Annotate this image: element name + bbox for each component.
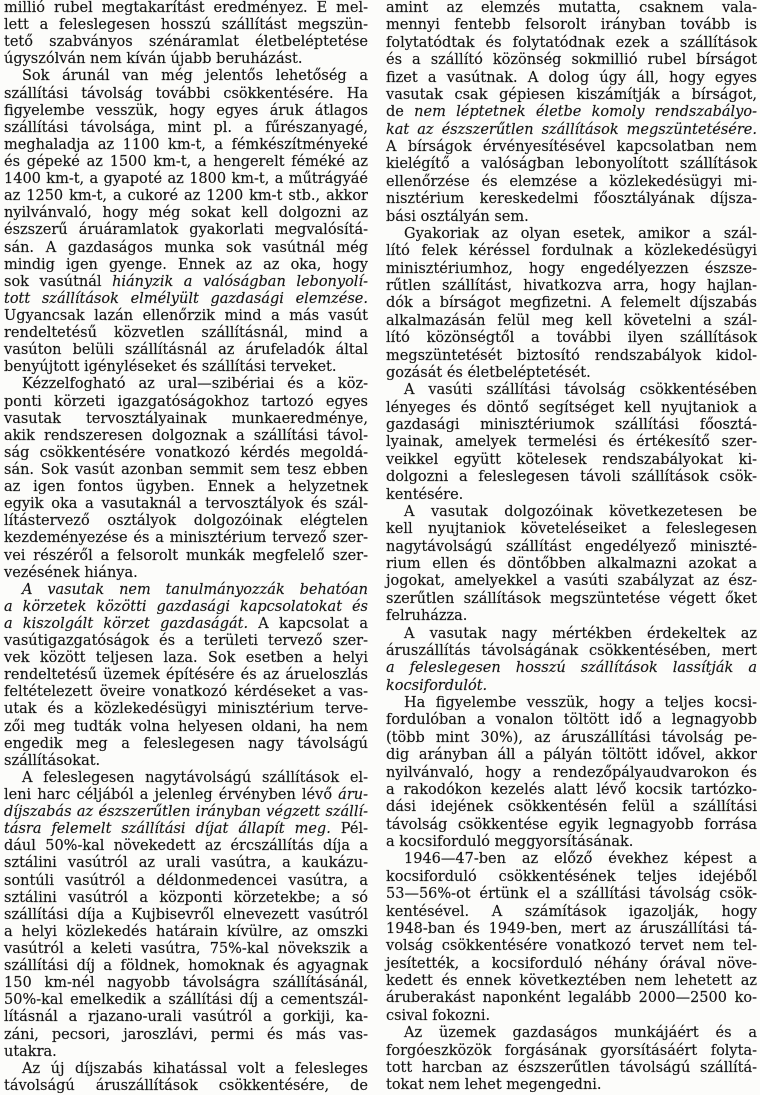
text-line: szállítási díj a földnek, homoknak és agyagnak: [4, 958, 368, 975]
text-line: szállítási díja a Kujbisevről elnevezett vasútról: [4, 906, 368, 923]
text-line: A feleslegesen nagytávolságú szállítások el-: [22, 769, 368, 786]
text-line: sán. A gazdaságos munka sok vasútnál még: [4, 239, 368, 256]
text-line: [4, 616, 368, 633]
text-line: vasutak csak gépiesen kiszámítják a bírságot,: [386, 86, 757, 103]
text-line: utakra.: [4, 1043, 57, 1060]
text-line: a kocsiforduló meggyorsításának.: [386, 834, 634, 850]
text-line: [4, 787, 368, 804]
text-run: de: [386, 104, 415, 121]
text-line: tokat nem lehet megengedni.: [386, 1077, 602, 1094]
text-line: Kézzelfogható az ural—szibériai és a köz-: [22, 376, 368, 393]
text-run: Pél-: [330, 821, 368, 838]
text-line: felruházza.: [386, 608, 468, 625]
text-line: jogokat, amelyekkel a vasúti szabályzat az ész-: [386, 573, 757, 590]
text-line: rűtlen szállítást, hivatkozva arra, hogy hajlan-: [386, 278, 757, 294]
emphasis: díjszabás az észszerűtlen irányban végzett szállí-: [4, 804, 368, 821]
text-line: [4, 274, 368, 291]
text-run: A kapcsolat a: [248, 615, 369, 632]
text-line: 50%-kal emelkedik a szállítási díj a cementszál-: [4, 992, 368, 1009]
text-line: vasutak tervosztályainak munkaeredménye,: [4, 410, 368, 427]
text-line: vezésének hiánya.: [4, 564, 138, 581]
text-line: kielégítő a valóságban lebonyolított szállítások: [386, 156, 757, 173]
text-line: [4, 291, 368, 308]
text-line: [386, 104, 757, 121]
text-line: rendeltetésű üzemek építésére és az árueloszlás: [4, 667, 368, 684]
text-line: lításnál a rjazano-urali vasútról a gorkiji, ka-: [4, 1009, 368, 1026]
text-line: feltételezett öveire vonatkozó kérdéseket a vas-: [4, 684, 368, 701]
text-line: kell nyujtaniok követeléseiket a feleslegesen: [386, 521, 757, 538]
text-line: nagytávolságú szállítást engedélyező miniszté-: [386, 538, 757, 555]
text-line: A vasutak nagy mértékben érdekeltek az: [404, 625, 757, 642]
text-line: az igen fontos ügyben. Ennek a helyzetnek: [4, 479, 368, 496]
left-column: [4, 0, 368, 1095]
text-line: A vasúti szállítási távolság csökkentésében: [404, 382, 757, 399]
right-column: [386, 0, 757, 1095]
text-line: lényeges és döntő segítséget kell nyujtaniok a: [386, 399, 757, 416]
text-line: nyilvánvaló, hogy még sokat kell dolgozni az: [4, 205, 368, 222]
text-line: sontúli vasútról a déldonmedencei vasútra, a: [4, 872, 368, 889]
emphasis: a feleslegesen hosszú szállítások lassítják a: [386, 660, 757, 677]
emphasis: a körzetek közötti gazdasági kapcsolatokat és: [4, 598, 368, 615]
text-line: [386, 122, 757, 139]
text-line: veikkel együtt kötelesek rendszabályokat ki-: [386, 451, 757, 468]
text-line: Ha figyelembe vesszük, hogy a teljes kocsi-: [404, 695, 757, 711]
text-line: [386, 678, 757, 695]
text-line: kedett és ennek következtében nem lehetett az: [386, 973, 757, 989]
text-line: dául 50%-kal növekedett az ércszállítás díja a: [4, 838, 368, 855]
text-run: leni harc céljából a jelenleg érvényben lévő: [4, 787, 339, 804]
text-line: akik rendszeresen dolgoznak a szállítási távol-: [4, 427, 368, 444]
text-line: A vasutak dolgozóinak következetesen be: [404, 503, 757, 520]
text-line: minisztériumhoz, hogy engedélyezzen észsze-: [386, 260, 757, 277]
text-line: sán. Sok vasút azonban semmit sem tesz ebben: [4, 461, 368, 478]
text-line: és a szállító közönség sokmillió rubel bírságot: [386, 52, 757, 69]
text-line: szállításokat.: [4, 752, 101, 769]
text-line: volság csökkentésére vonatkozó tervet nem tel-: [386, 938, 757, 955]
text-line: lett a feleslegesen hosszú szállítást megszün-: [4, 17, 368, 34]
emphasis: a kiszolgált körzet gazdaságát.: [4, 615, 249, 632]
text-line: folytatódtak és folytatódnak ezek a szállítások: [386, 34, 757, 51]
text-line: egyik oka a vasutaknál a tervosztályok és szál-: [4, 496, 368, 513]
text-line: zői meg tudták volna helyesen oldani, ha nem: [4, 718, 368, 735]
emphasis: áru-: [338, 787, 368, 804]
text-line: amint az elemzés mutatta, csaknem vala-: [386, 0, 757, 16]
emphasis: nem léptetnek életbe komoly rendszabályo-: [414, 104, 757, 121]
emphasis: tott szállítások elmélyült gazdasági elemzése.: [4, 290, 368, 307]
text-line: [386, 660, 757, 677]
text-line: meghaladja az 1100 km-t, a fémkészítményeké: [4, 136, 368, 153]
text-line: távolság csökkentése egyik legnagyobb forrása: [386, 816, 757, 833]
text-line: mennyi fentebb felsorolt irányban tovább is: [386, 17, 757, 34]
text-line: vasútról a keleti vasútra, 75%-kal növekszik a: [4, 941, 368, 958]
text-line: úgyszólván nem kíván újabb beruházást.: [4, 51, 303, 68]
text-line: nisztérium kereskedelmi főosztályának díjsza-: [386, 191, 757, 208]
text-line: kocsiforduló csökkentésének teljes idejéből: [386, 868, 757, 885]
text-line: [4, 821, 368, 838]
text-line: áruszállítás távolságának csökkentésében, mert: [386, 642, 757, 659]
text-line: vek között teljesen laza. Sok esetben a helyi: [4, 650, 368, 667]
text-line: gozását és életbeléptetését.: [386, 364, 591, 381]
text-line: megszüntetését biztosító rendszabályok kidol-: [386, 347, 757, 364]
text-line: engedik meg a feleslegesen nagy távolságú: [4, 735, 368, 752]
text-line: tott harcban az észszerűtlen távolságú szállítá-: [386, 1059, 757, 1076]
text-line: 150 km-nél nagyobb távolságra szállításánál,: [4, 975, 368, 992]
text-line: 1400 km-t, a gyapoté az 1800 km-t, a műtrágyáé: [4, 171, 368, 188]
text-line: fordulóban a vonalon töltött idő a legnagyobb: [386, 712, 757, 729]
text-line: észszerű áruáramlatok gyakorlati megvalósítá-: [4, 222, 368, 239]
text-line: és gépeké az 1500 km-t, a hengerelt féméké az: [4, 153, 368, 170]
text-line: ellenőrzése és elemzése a közlekedésügyi mi-: [386, 173, 757, 190]
text-line: tető szabványos szénáramlat életbeléptetése: [4, 34, 368, 51]
text-line: jesítették, a kocsiforduló néhány órával növe-: [386, 955, 757, 972]
text-line: [4, 599, 368, 616]
text-line: bási osztályán sem.: [386, 208, 529, 225]
text-line: kezdeményezése és a minisztérium tervező szer-: [4, 530, 368, 547]
text-run: sok vasútnál: [4, 273, 113, 290]
text-line: ság csökkentésére vonatkozó kérdés megoldá-: [4, 444, 368, 461]
text-line: áruberakást naponként legalább 2000—2500 ko-: [386, 990, 757, 1007]
text-line: kentésével. A számítások igazolják, hogy: [386, 903, 757, 920]
text-line: 1948-ban és 1949-ben, mert az áruszállítási tá-: [386, 920, 757, 937]
emphasis: kocsifordulót.: [386, 677, 488, 694]
text-line: az 1250 km-t, a cukoré az 1200 km-t stb., akkor: [4, 188, 368, 205]
text-line: a rakodókon kezelés alatt lévő kocsik tartózko-: [386, 781, 757, 798]
text-line: vasúton belüli szállításnál az árufeladók által: [4, 342, 368, 359]
text-line: millió rubel megtakarítást eredményez. E mel-: [4, 0, 368, 16]
text-line: csival fokozni.: [386, 1007, 491, 1024]
text-line: sztálini vasútról a központi körzetekbe; a só: [4, 889, 368, 906]
text-line: gazdasági minisztériumok szállítási főosztá-: [386, 417, 757, 433]
emphasis: A vasutak nem tanulmányozzák behatóan: [22, 581, 368, 598]
text-line: (több mint 30%), az áruszállítási távolság pe-: [386, 729, 757, 746]
text-line: A bírságok érvényesítésével kapcsolatban nem: [386, 139, 757, 155]
text-line: szállítási távolság további csökkentésére. Ha: [4, 85, 368, 102]
text-line: sztálini vasútról az urali vasútra, a kaukázu-: [4, 855, 368, 872]
emphasis: hiányzik a valóságban lebonyolí-: [112, 273, 368, 290]
text-line: benyújtott igényléseket és szállítási terveket.: [4, 359, 337, 376]
text-line: dig arányban áll a pályán töltött idővel, akkor: [386, 747, 757, 764]
text-line: lító közönségtől a további ilyen szállítások: [386, 330, 757, 347]
text-line: Sok árunál van még jelentős lehetőség a: [22, 68, 368, 85]
text-line: vei részéről a felsorolt munkák megfelelő szer-: [4, 547, 368, 564]
emphasis: kat az észszerűtlen szállítások megszüntetésére.: [386, 121, 757, 138]
text-line: dók a bírságot megfizetni. A felemelt díjszabás: [386, 295, 757, 312]
text-line: rium ellen és döntőbben alkalmazni azokat a: [386, 556, 757, 572]
text-line: kentésére.: [386, 486, 464, 503]
text-line: lító felek kéréssel fordulnak a közlekedésügyi: [386, 243, 757, 260]
text-line: a helyi közlekedés határain kívülre, az omszki: [4, 923, 368, 940]
text-line: szerűtlen szállítások megszüntetése végett őket: [386, 590, 757, 607]
text-line: [4, 582, 368, 599]
text-line: 1946—47-ben az előző évekhez képest a: [404, 851, 757, 868]
text-line: [4, 804, 368, 821]
text-line: szállítási távolsága, mint pl. a fűrészanyagé,: [4, 119, 368, 136]
text-line: nyilvánvaló, hogy a rendezőpályaudvarokon és: [386, 764, 757, 781]
text-line: lyainak, amelyek termelési és értékesítő szer-: [386, 434, 757, 451]
text-line: ponti körzeti igazgatóságokhoz tartozó egyes: [4, 393, 368, 410]
text-line: dási idejének csökkentésén felül a szállítási: [386, 799, 757, 816]
text-line: figyelembe vesszük, hogy egyes áruk átlagos: [4, 102, 368, 119]
text-line: alkalmazásán felül meg kell követelni a szál-: [386, 312, 757, 329]
text-line: mindig igen gyenge. Ennek az az oka, hogy: [4, 256, 368, 273]
text-line: Ugyancsak lazán ellenőrzik mind a más vasút: [4, 307, 368, 324]
text-line: záni, pecsori, jaroszlávi, permi és más vas-: [4, 1026, 368, 1043]
text-line: Az üzemek gazdaságos munkájáért és a: [404, 1025, 757, 1042]
text-line: 53—56%-ot értünk el a szállítási távolság csök-: [386, 886, 757, 903]
emphasis: tásra felemelt szállítási díjat állapít meg.: [4, 821, 331, 838]
text-line: dolgozni a feleslegesen távoli szállítások csök-: [386, 469, 757, 486]
text-line: távolságú áruszállítások csökkentésére, de: [4, 1077, 368, 1094]
text-line: lítástervező osztályok dolgozóinak elégtelen: [4, 513, 368, 530]
text-line: Az új díjszabás kihatással volt a felesleges: [22, 1060, 368, 1077]
text-line: forgóeszközök forgásának gyorsításáért folyta-: [386, 1042, 757, 1059]
text-line: rendeltetésű közvetlen szállításnál, mind a: [4, 325, 368, 342]
text-line: utak és a közlekedésügyi minisztérium terve-: [4, 701, 368, 718]
text-line: fizet a vasútnak. A dolog úgy áll, hogy egyes: [386, 69, 757, 86]
text-line: Gyakoriak az olyan esetek, amikor a szál-: [404, 225, 757, 242]
text-line: vasútigazgatóságok és a területi tervező szer-: [4, 633, 368, 650]
